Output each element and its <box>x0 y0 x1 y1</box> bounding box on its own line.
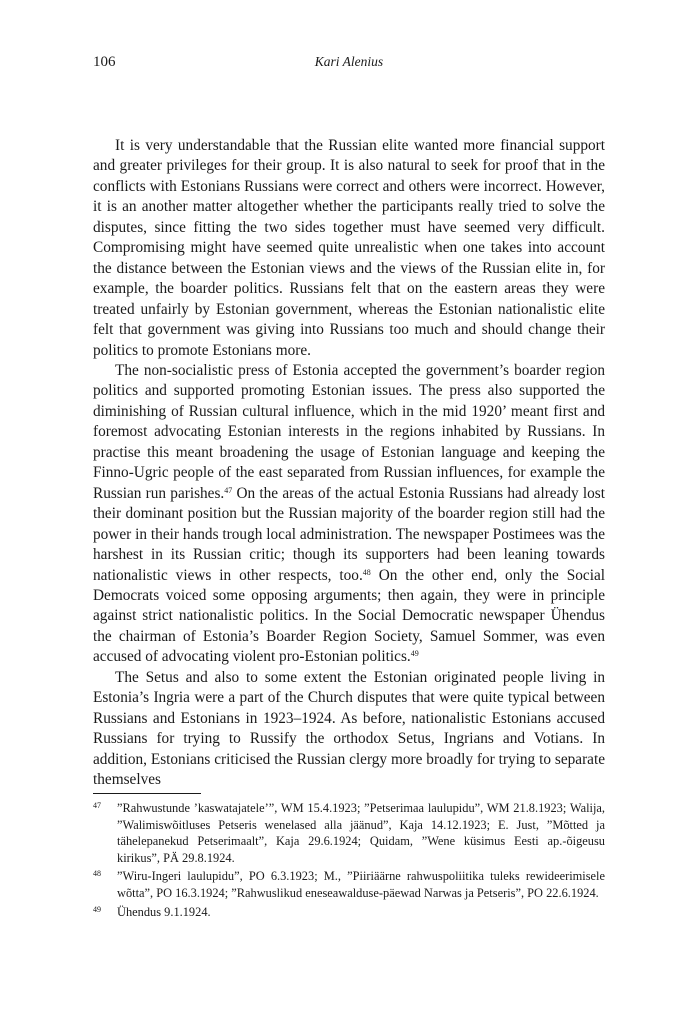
paragraph-text: On the other end, only the Social Democrats voiced some opposing arguments; then again, they were in principle against strict nationalistic politics. In the Social Democratic newspaper Ühendus the chairman of Estonia’s Boarder Region Society, Samuel Sommer, was even accused of advocating violent pro-Estonian politics. <box>93 566 605 666</box>
footnote-divider <box>93 793 201 794</box>
footnote <box>93 904 605 921</box>
page-number: 106 <box>93 54 116 70</box>
footnote-number: 47 <box>93 801 101 810</box>
footnote-ref[interactable]: 49 <box>410 649 419 659</box>
footnote-number: 49 <box>93 904 101 914</box>
paragraph-text: On the areas of the actual Estonia Russians had already lost their dominant position but the Russian majority of the boarder region still had the power in their hands trough local administration. The newspaper Postimees was the harshest in its Russian critic; though its supporters had been leaning towards nationalistic views in other respects, too. <box>93 484 605 584</box>
page-header <box>93 54 605 74</box>
body-text <box>93 136 605 791</box>
footnotes <box>93 800 605 922</box>
footnote-text: Ühendus 9.1.1924. <box>117 904 211 919</box>
running-head-author: Kari Alenius <box>314 54 384 69</box>
footnote-ref[interactable]: 48 <box>362 567 371 577</box>
footnote-text: ”Wiru-Ingeri laulupidu”, PO 6.3.1923; M., ”Piiriäärne rahwuspoliitika tuleks rewideerimisele wõtta”, PO 16.3.1924; ”Rahwuslikud eneseawalduse-päewad Narwas ja Petseris”, PO 22.6.1924. <box>117 869 605 900</box>
paragraph <box>93 361 605 668</box>
paragraph-text: The non-socialistic press of Estonia accepted the government’s boarder region politics and supported promoting Estonian issues. The press also supported the diminishing of Russian cultural influence, which in the mid 1920’ meant first and foremost advocating Estonian interests in the regions inhabited by Russians. In practise this meant broadening the usage of Estonian language and keeping the Finno-Ugric people of the east separated from Russian influences, for example the Russian run parishes. <box>93 361 605 502</box>
footnote <box>93 868 605 901</box>
footnote <box>93 800 605 866</box>
footnote-number: 48 <box>93 869 101 879</box>
paragraph: It is very understandable that the Russian elite wanted more financial support and greater privileges for their group. It is also natural to seek for proof that in the conflicts with Estonians Russians were correct and others were incorrect. However, it is an another matter altogether whether the participants really tried to solve the disputes, since fitting the two sides together must have seemed very difficult. Compromising might have seemed quite unrealistic when one takes into account the distance between the Estonian views and the views of the Russian elite in, for example, the boarder politics. Russians felt that on the eastern areas they were treated unfairly by Estonian government, whereas the Estonian nationalistic elite felt that government was giving into Russians too much and should change their politics to promote Estonians more. <box>93 137 605 359</box>
paragraph: The Setus and also to some extent the Estonian originated people living in Estonia’s Ingria were a part of the Church disputes that were quite typical between Russians and Estonians in 1923–1924. As before, nationalistic Estonians accused Russians for trying to Russify the orthodox Setus, Ingrians and Votians. In addition, Estonians criticised the Russian clergy more broadly for trying to separate themselves <box>93 668 605 789</box>
footnote-ref[interactable]: 47 <box>224 485 233 495</box>
footnote-text: ”Rahwustunde ’kaswatajatele’”, WM 15.4.1923; ”Petserimaa laulupidu”, WM 21.8.1923; Walija, ”Walimiswõitluses Petseris wenelased alla jäänud”, Kaja 14.12.1923; E. Just, ”Mõtted ja tähelepanekud Petserimaalt”, Kaja 29.6.1924; Quidam, ”Wene küsimus Eesti ap.-õigeusu kirikus”, PÄ 29.8.1924. <box>117 801 605 865</box>
